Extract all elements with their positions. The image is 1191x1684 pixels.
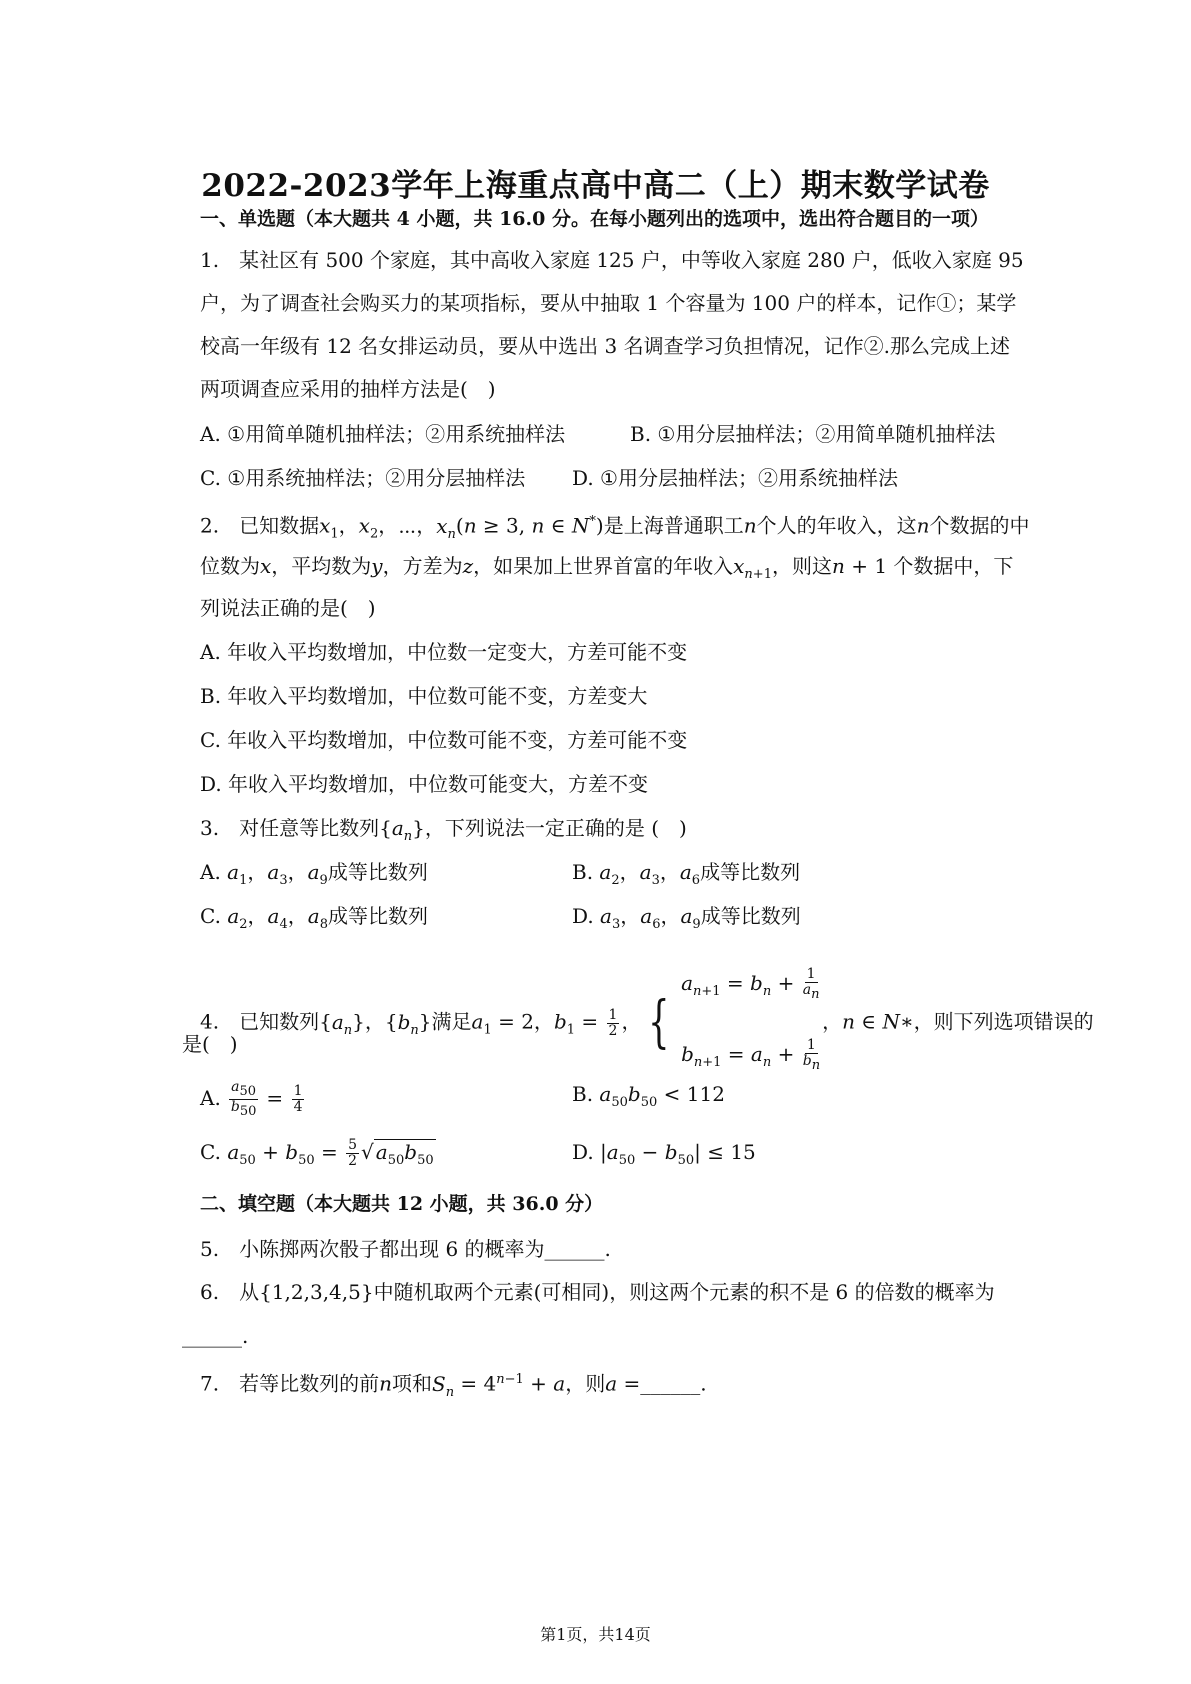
q1-option-a: A. ①用简单随机抽样法；②用系统抽样法 [200, 422, 566, 446]
q2-option-d: D. 年收入平均数增加，中位数可能变大，方差不变 [200, 772, 649, 796]
q2-line3: 列说法正确的是( ) [200, 596, 376, 620]
q3-option-c: C. $a_2$，$a_4$，$a_8$成等比数列 [200, 904, 428, 932]
q1-line3: 校高一年级有 12 名女排运动员，要从中选出 3 名调查学习负担情况，记作②.那么完成上述 [200, 334, 1010, 358]
q6-line2: ______. [182, 1324, 249, 1348]
q2-line1: 2. 已知数据$x_1$，$x_2$，⋯，$x_n(n \ge 3$, n ∈ N*)是上海普通职工n个人的年收入，这n个数据的中 [200, 513, 1030, 542]
q1-line1: 1. 某社区有 500 个家庭，其中高收入家庭 125 户，中等收入家庭 280 户，低收入家庭 95 [200, 248, 1024, 272]
section1-heading: 一、单选题（本大题共 4 小题，共 16.0 分。在每小题列出的选项中，选出符合题目的一项） [200, 208, 989, 230]
q3-option-b: B. $a_2$，$a_3$，$a_6$成等比数列 [572, 860, 801, 888]
page-footer: 第1页，共14页 [540, 1625, 651, 1644]
q2-line2: 位数为x，平均数为y，方差为z，如果加上世界首富的年收入$x_{n+1}$，则这n + 1 个数据中，下 [200, 554, 1014, 582]
q4-option-a: A. $\frac{a_{50}}{b_{50}}$ = $\frac{1}{4}$ [200, 1079, 303, 1119]
q7-text: 7. 若等比数列的前n项和$S_n = 4^{n-1} + a$，则a =______. [200, 1371, 707, 1400]
q6-line1: 6. 从{1,2,3,4,5}中随机取两个元素(可相同)，则这两个元素的积不是 6 的倍数的概率为 [200, 1280, 995, 1304]
q1-option-c: C. ①用系统抽样法；②用分层抽样法 [200, 466, 526, 490]
equation-system: { $a_{n+1} = b_n$ + $\frac{1}{a_n}$ $b_{n+1} = a_n$ + $\frac{1}{b_n}$ [648, 966, 821, 1073]
q3-option-d: D. $a_3$，$a_6$，$a_9$成等比数列 [572, 904, 801, 932]
q1-line2: 户，为了调查社会购买力的某项指标，要从中抽取 1 个容量为 100 户的样本，记作①；某学 [200, 291, 1017, 315]
fraction: $\frac{1}{2}$ [608, 1006, 618, 1039]
q4-line2: 是( ) [182, 1032, 238, 1056]
q2-option-a: A. 年收入平均数增加，中位数一定变大，方差可能不变 [200, 640, 688, 664]
q3-option-a: A. $a_1$，$a_3$，$a_9$成等比数列 [200, 860, 428, 888]
q2-option-c: C. 年收入平均数增加，中位数可能不变，方差可能不变 [200, 728, 688, 752]
q5-text: 5. 小陈掷两次骰子都出现 6 的概率为______. [200, 1237, 611, 1261]
q4-stem: 4. 已知数列$\{a_n\}$，$\{b_n\}$满足$a_1 = 2$，$b_1$ = $\frac{1}{2}$ ， { $a_{n+1} = b_n$ + $\frac{1}{a_n}$ $b_{n+1} = a_n$ + $\frac{1}{b_n}$ ，n ∈ N∗，则下列选项错误的 [200, 955, 1094, 1091]
page-title: 2022-2023学年上海重点高中高二（上）期末数学试卷 [201, 168, 990, 204]
q3-stem: 3. 对任意等比数列$\{a_n\}$，下列说法一定正确的是 ( ) [200, 816, 687, 844]
q4-option-b: B. $a_{50}b_{50} < 112$ [572, 1082, 725, 1110]
q1-line4: 两项调查应采用的抽样方法是( ) [200, 377, 496, 401]
q2-option-b: B. 年收入平均数增加，中位数可能不变，方差变大 [200, 684, 648, 708]
q4-option-d: D. $|a_{50} - b_{50}| \le 15$ [572, 1140, 756, 1168]
q4-option-c: C. $a_{50} + b_{50}$ = $\frac{5}{2}$ √ $a_{50}b_{50}$ [200, 1137, 434, 1169]
q1-option-b: B. ①用分层抽样法；②用简单随机抽样法 [630, 422, 996, 446]
section2-heading: 二、填空题（本大题共 12 小题，共 36.0 分） [200, 1193, 604, 1215]
q1-option-d: D. ①用分层抽样法；②用系统抽样法 [572, 466, 898, 490]
